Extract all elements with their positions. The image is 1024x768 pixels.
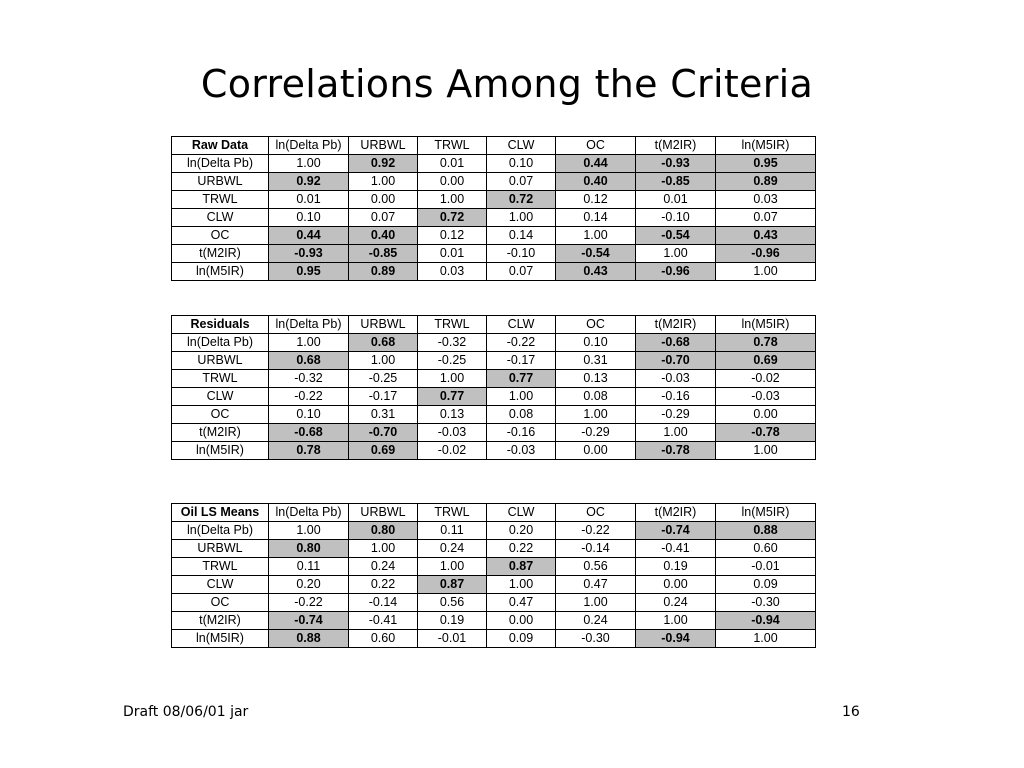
correlation-cell: 0.72 [418,209,487,227]
correlation-cell: -0.10 [636,209,716,227]
column-header: ln(M5IR) [716,316,816,334]
correlation-cell: 1.00 [716,263,816,281]
row-header: URBWL [172,173,269,191]
table-row [172,263,816,281]
header-row [172,504,816,522]
table-row [172,209,816,227]
correlation-cell: 0.07 [716,209,816,227]
table-row [172,558,816,576]
row-header: ln(Delta Pb) [172,522,269,540]
correlation-cell: 1.00 [487,209,556,227]
page-number: 16 [842,704,860,720]
correlation-cell: 0.00 [418,173,487,191]
table-row [172,424,816,442]
row-header: ln(M5IR) [172,630,269,648]
table-label: Oil LS Means [172,504,269,522]
correlation-cell: 1.00 [487,388,556,406]
correlation-cell: -0.25 [418,352,487,370]
correlation-cell: 0.40 [556,173,636,191]
correlation-cell: -0.01 [716,558,816,576]
table-row [172,442,816,460]
correlation-cell: 0.60 [716,540,816,558]
raw-data-correlation-table [171,136,816,281]
row-header: OC [172,594,269,612]
row-header: t(M2IR) [172,245,269,263]
correlation-cell: 0.24 [556,612,636,630]
column-header: ln(Delta Pb) [269,137,349,155]
correlation-cell: -0.10 [487,245,556,263]
table-row [172,594,816,612]
correlation-cell: -0.03 [418,424,487,442]
correlation-cell: 0.87 [418,576,487,594]
column-header: t(M2IR) [636,504,716,522]
correlation-cell: 0.12 [556,191,636,209]
column-header: URBWL [349,504,418,522]
correlation-cell: 0.77 [418,388,487,406]
correlation-cell: 0.77 [487,370,556,388]
correlation-cell: -0.96 [716,245,816,263]
correlation-cell: 1.00 [636,424,716,442]
oil-ls-means-correlation-table [171,503,816,648]
correlation-cell: 0.14 [556,209,636,227]
correlation-cell: 1.00 [418,191,487,209]
correlation-cell: -0.94 [636,630,716,648]
table-row [172,388,816,406]
correlation-cell: -0.70 [636,352,716,370]
row-header: ln(Delta Pb) [172,155,269,173]
correlation-cell: 0.68 [349,334,418,352]
row-header: ln(M5IR) [172,442,269,460]
row-header: OC [172,227,269,245]
column-header: ln(M5IR) [716,504,816,522]
table-row [172,191,816,209]
correlation-cell: 0.13 [556,370,636,388]
correlation-cell: -0.14 [556,540,636,558]
residuals-correlation-table [171,315,816,460]
row-header: CLW [172,209,269,227]
column-header: OC [556,137,636,155]
table-label: Residuals [172,316,269,334]
correlation-cell: 0.78 [269,442,349,460]
correlation-cell: 0.47 [556,576,636,594]
correlation-cell: 0.00 [716,406,816,424]
correlation-cell: -0.16 [636,388,716,406]
correlation-cell: 0.22 [349,576,418,594]
correlation-cell: 0.24 [418,540,487,558]
correlation-cell: 0.69 [716,352,816,370]
correlation-cell: 0.00 [556,442,636,460]
column-header: URBWL [349,316,418,334]
table-row [172,155,816,173]
correlation-cell: -0.16 [487,424,556,442]
correlation-cell: 0.09 [716,576,816,594]
correlation-cell: -0.54 [556,245,636,263]
column-header: TRWL [418,316,487,334]
column-header: ln(M5IR) [716,137,816,155]
correlation-cell: -0.32 [418,334,487,352]
row-header: ln(M5IR) [172,263,269,281]
correlation-cell: 0.01 [636,191,716,209]
correlation-cell: -0.85 [349,245,418,263]
column-header: t(M2IR) [636,137,716,155]
correlation-cell: 0.47 [487,594,556,612]
table-row [172,173,816,191]
correlation-cell: 0.89 [716,173,816,191]
correlation-cell: 0.95 [269,263,349,281]
correlation-cell: -0.17 [349,388,418,406]
correlation-cell: 0.11 [269,558,349,576]
correlation-cell: -0.03 [716,388,816,406]
correlation-cell: 1.00 [556,594,636,612]
correlation-cell: -0.17 [487,352,556,370]
header-row [172,137,816,155]
correlation-cell: -0.25 [349,370,418,388]
correlation-cell: 0.60 [349,630,418,648]
correlation-cell: 0.87 [487,558,556,576]
row-header: TRWL [172,370,269,388]
correlation-cell: 0.13 [418,406,487,424]
table-row [172,612,816,630]
column-header: CLW [487,504,556,522]
correlation-cell: -0.93 [269,245,349,263]
correlation-cell: 0.08 [487,406,556,424]
correlation-cell: 1.00 [636,245,716,263]
correlation-cell: -0.03 [636,370,716,388]
row-header: TRWL [172,191,269,209]
correlation-cell: 0.01 [418,155,487,173]
correlation-cell: 1.00 [418,370,487,388]
correlation-cell: 0.14 [487,227,556,245]
column-header: t(M2IR) [636,316,716,334]
correlation-cell: 0.88 [269,630,349,648]
column-header: CLW [487,137,556,155]
correlation-cell: 0.78 [716,334,816,352]
correlation-cell: 0.03 [418,263,487,281]
correlation-cell: -0.29 [636,406,716,424]
column-header: TRWL [418,504,487,522]
correlation-cell: -0.30 [556,630,636,648]
correlation-cell: 0.19 [418,612,487,630]
table-row [172,227,816,245]
correlation-cell: -0.74 [269,612,349,630]
correlation-cell: 0.44 [556,155,636,173]
correlation-cell: 0.20 [487,522,556,540]
correlation-cell: -0.78 [716,424,816,442]
correlation-cell: 0.09 [487,630,556,648]
correlation-cell: -0.02 [716,370,816,388]
correlation-cell: 0.24 [349,558,418,576]
correlation-cell: 0.80 [349,522,418,540]
row-header: TRWL [172,558,269,576]
correlation-cell: 0.69 [349,442,418,460]
correlation-cell: 0.88 [716,522,816,540]
correlation-cell: -0.68 [269,424,349,442]
correlation-cell: 0.10 [556,334,636,352]
row-header: t(M2IR) [172,424,269,442]
column-header: ln(Delta Pb) [269,316,349,334]
correlation-cell: -0.70 [349,424,418,442]
correlation-cell: -0.41 [349,612,418,630]
correlation-cell: 1.00 [269,155,349,173]
table-row [172,540,816,558]
correlation-cell: 1.00 [636,612,716,630]
correlation-cell: 0.80 [269,540,349,558]
correlation-cell: 1.00 [716,630,816,648]
row-header: URBWL [172,352,269,370]
table-row [172,352,816,370]
correlation-cell: -0.74 [636,522,716,540]
table-label: Raw Data [172,137,269,155]
correlation-cell: 0.56 [418,594,487,612]
correlation-cell: 0.40 [349,227,418,245]
correlation-cell: 0.22 [487,540,556,558]
correlation-cell: 0.11 [418,522,487,540]
correlation-cell: 0.56 [556,558,636,576]
correlation-cell: 0.07 [487,263,556,281]
correlation-cell: 0.89 [349,263,418,281]
correlation-cell: 1.00 [556,227,636,245]
correlation-cell: 1.00 [349,173,418,191]
correlation-cell: -0.94 [716,612,816,630]
correlation-cell: -0.22 [556,522,636,540]
correlation-cell: -0.22 [487,334,556,352]
correlation-cell: -0.14 [349,594,418,612]
correlation-cell: 0.44 [269,227,349,245]
correlation-cell: 1.00 [716,442,816,460]
table-row [172,334,816,352]
correlation-cell: 0.00 [349,191,418,209]
correlation-cell: 1.00 [418,558,487,576]
correlation-cell: 0.24 [636,594,716,612]
correlation-cell: 1.00 [556,406,636,424]
correlation-cell: -0.32 [269,370,349,388]
correlation-cell: 0.68 [269,352,349,370]
correlation-cell: 0.10 [269,209,349,227]
correlation-cell: -0.03 [487,442,556,460]
correlation-cell: 0.00 [636,576,716,594]
row-header: CLW [172,388,269,406]
correlation-cell: -0.54 [636,227,716,245]
correlation-cell: 0.95 [716,155,816,173]
correlation-cell: -0.02 [418,442,487,460]
correlation-cell: 0.31 [556,352,636,370]
column-header: OC [556,504,636,522]
correlation-cell: -0.01 [418,630,487,648]
column-header: TRWL [418,137,487,155]
footer-draft-note: Draft 08/06/01 jar [123,704,249,720]
correlation-cell: -0.96 [636,263,716,281]
row-header: t(M2IR) [172,612,269,630]
column-header: ln(Delta Pb) [269,504,349,522]
slide-title: Correlations Among the Criteria [200,62,814,106]
correlation-cell: 0.00 [487,612,556,630]
table-row [172,522,816,540]
row-header: CLW [172,576,269,594]
correlation-cell: -0.22 [269,388,349,406]
correlation-cell: 0.01 [418,245,487,263]
table-row [172,245,816,263]
correlation-cell: 0.43 [556,263,636,281]
column-header: URBWL [349,137,418,155]
correlation-cell: 0.92 [269,173,349,191]
correlation-cell: 0.43 [716,227,816,245]
correlation-cell: -0.29 [556,424,636,442]
correlation-cell: 1.00 [487,576,556,594]
correlation-cell: 0.92 [349,155,418,173]
correlation-cell: -0.22 [269,594,349,612]
correlation-cell: -0.85 [636,173,716,191]
correlation-cell: 0.72 [487,191,556,209]
correlation-cell: 0.20 [269,576,349,594]
correlation-cell: 0.01 [269,191,349,209]
correlation-cell: 0.31 [349,406,418,424]
column-header: CLW [487,316,556,334]
row-header: OC [172,406,269,424]
correlation-cell: -0.41 [636,540,716,558]
correlation-cell: -0.78 [636,442,716,460]
correlation-cell: 0.10 [269,406,349,424]
row-header: URBWL [172,540,269,558]
correlation-cell: 1.00 [269,522,349,540]
correlation-cell: 0.07 [487,173,556,191]
correlation-cell: 0.10 [487,155,556,173]
correlation-cell: 1.00 [349,540,418,558]
row-header: ln(Delta Pb) [172,334,269,352]
correlation-cell: 0.07 [349,209,418,227]
table-row [172,406,816,424]
correlation-cell: -0.68 [636,334,716,352]
column-header: OC [556,316,636,334]
header-row [172,316,816,334]
correlation-cell: 0.19 [636,558,716,576]
correlation-cell: 0.08 [556,388,636,406]
table-row [172,576,816,594]
table-row [172,370,816,388]
correlation-cell: 0.12 [418,227,487,245]
correlation-cell: 0.03 [716,191,816,209]
correlation-cell: -0.93 [636,155,716,173]
correlation-cell: -0.30 [716,594,816,612]
table-row [172,630,816,648]
correlation-cell: 1.00 [349,352,418,370]
correlation-cell: 1.00 [269,334,349,352]
